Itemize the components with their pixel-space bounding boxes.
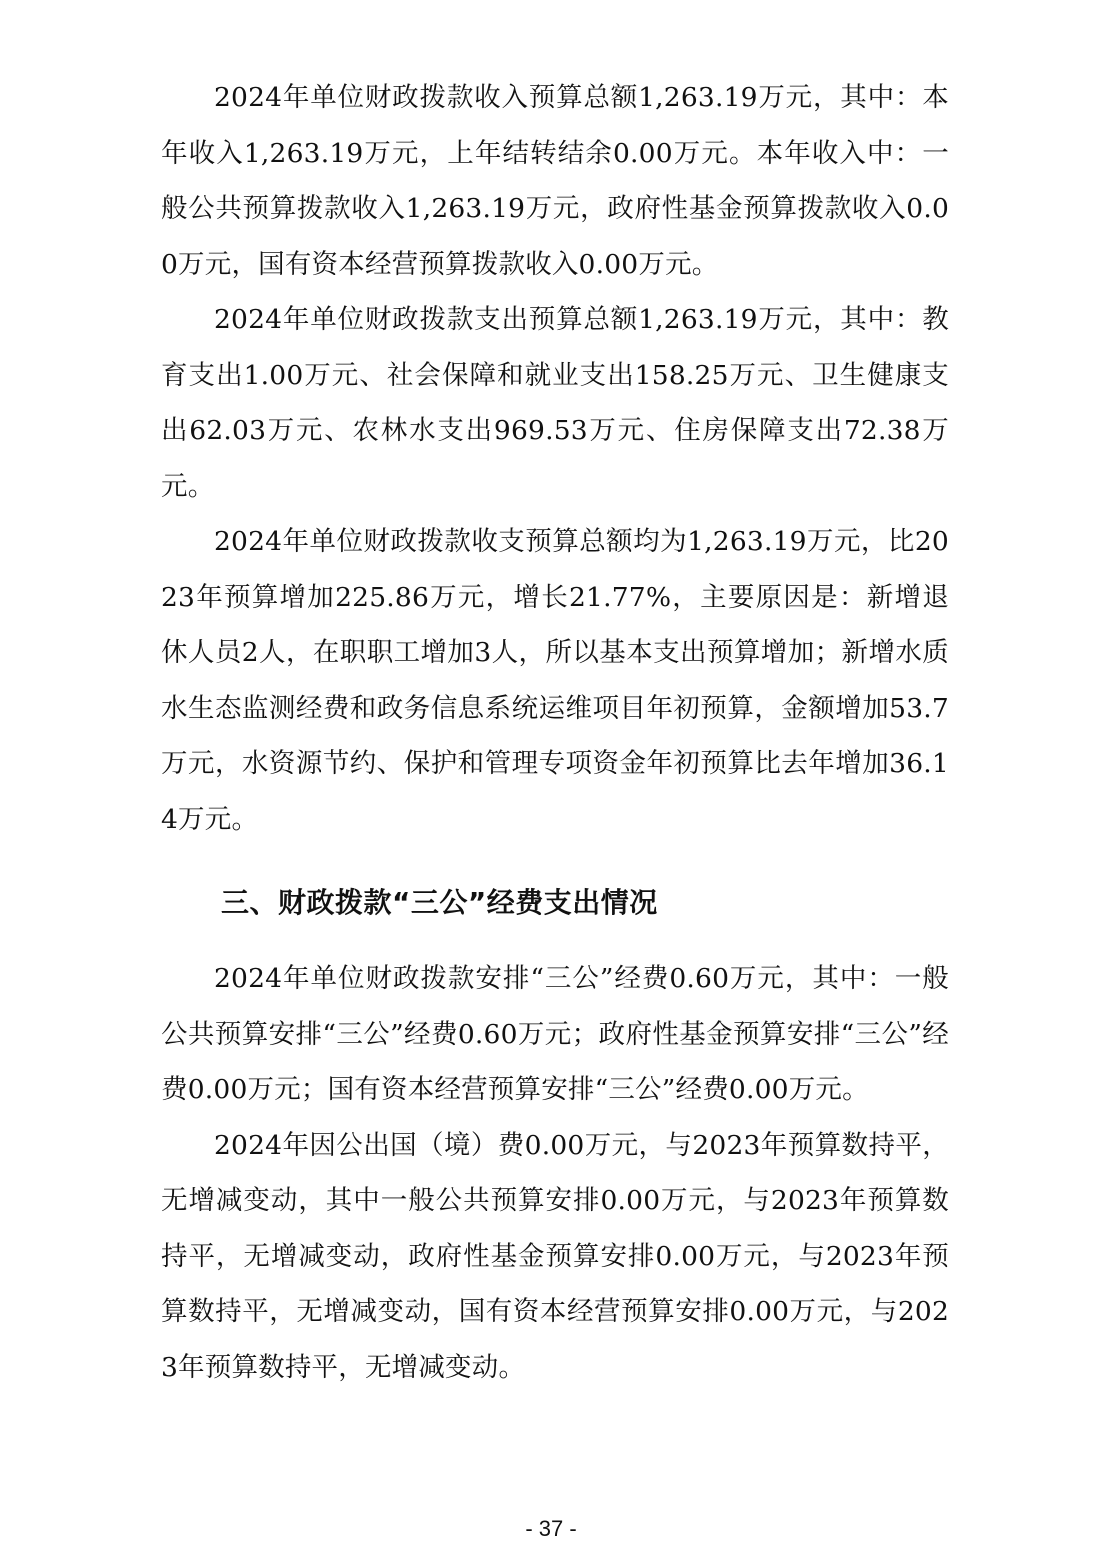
paragraph-income-budget: 2024年单位财政拨款收入预算总额1,263.19万元，其中：本年收入1,263.19万元，上年结转结余0.00万元。本年收入中：一般公共预算拨款收入1,263.19万元，政府性基金预算拨款收入0.00万元，国有资本经营预算拨款收入0.00万元。 [161, 82, 949, 280]
paragraph-three-public-expenses: 2024年单位财政拨款安排“三公”经费0.60万元，其中：一般公共预算安排“三公”经费0.60万元；政府性基金预算安排“三公”经费0.00万元；国有资本经营预算安排“三公”经费0.00万元。 [161, 963, 949, 1105]
page-content [161, 70, 949, 1395]
paragraph-overseas-travel-expenses: 2024年因公出国（境）费0.00万元，与2023年预算数持平，无增减变动，其中一般公共预算安排0.00万元，与2023年预算数持平，无增减变动，政府性基金预算安排0.00万元，与2023年预算数持平，无增减变动，国有资本经营预算安排0.00万元，与2023年预算数持平，无增减变动。 [161, 1129, 949, 1383]
page-number: - 37 - [525, 1516, 577, 1541]
paragraph-budget-change: 2024年单位财政拨款收支预算总额均为1,263.19万元，比2023年预算增加225.86万元，增长21.77%，主要原因是：新增退休人员2人，在职职工增加3人，所以基本支出预算增加；新增水质水生态监测经费和政务信息系统运维项目年初预算，金额增加53.7万元，水资源节约、保护和管理专项资金年初预算比去年增加36.14万元。 [161, 526, 949, 835]
section-heading-three-public-expenses: 三、财政拨款“三公”经费支出情况 [221, 886, 658, 919]
paragraph-expenditure-budget: 2024年单位财政拨款支出预算总额1,263.19万元，其中：教育支出1.00万元、社会保障和就业支出158.25万元、卫生健康支出62.03万元、农林水支出969.53万元、住房保障支出72.38万元。 [161, 304, 949, 502]
